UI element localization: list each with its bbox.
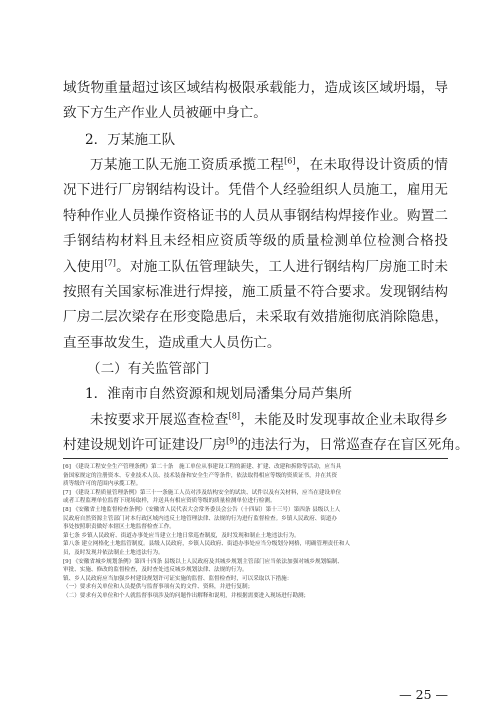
footnote-line: [8] 《安徽省土地监督检查条例》（安徽省人民代表大会常务委员会公告（十四届）第十三号）第四条 县级以上人 <box>63 507 341 513</box>
footnote-line: （二）要求有关单位和个人就监督事项涉及的问题作出解释和说明，并根据需要进入现场进行勘测； <box>63 593 310 599</box>
body-line: 厂房二层次梁存在形变隐患后，未采取有效措施彻底消除隐患， <box>63 309 448 325</box>
footnote-separator <box>63 458 448 459</box>
body-line: 直至事故发生，造成重大人员伤亡。 <box>63 335 281 351</box>
footnote-line: 民政府自然资源主管部门对本行政区域内违反土地管理法律、法规的行为进行监督检查。乡镇人民政府、街道办 <box>63 515 338 522</box>
footnote-line: [7] 《建设工程质量管理条例》第三十一条施工人员对涉及结构安全的试块、试件以及有关材料，应当在建设单位 <box>63 489 342 496</box>
footnote-line: 镇、乡人民政府应当加强乡村建设规划许可证实施的监督、监督检查时，可以采取以下措施： <box>63 575 293 582</box>
body-line: 按照有关国家标准进行焊接，施工质量不符合要求。发现钢结构 <box>63 284 448 300</box>
footnote-line: 审批、实施、修改的监督检查，及时查处违反城乡规划法律、法规的行为。 <box>63 567 248 574</box>
footnote-line: 员，及时发现并依法制止土地违法行为。 <box>63 550 164 556</box>
body-line: 致下方生产作业人员被砸中身亡。 <box>63 105 267 121</box>
body-line: 手钢结构材料且未经相应资质等级的质量检测单位检测合格投 <box>63 233 448 249</box>
body-line: （二）有关监管部门 <box>87 361 210 377</box>
footnote-line: 备国家规定的注册资本、专业技术人员、技术装备和安全生产等条件，依法取得相应等级的资质证书，并在其资 <box>63 472 338 479</box>
page-number: — 25 — <box>399 687 448 702</box>
footnote-line: 第七条 乡镇人民政府、街道办事处应当建立土地日常巡查制度，及时发现和制止土地违法行为。 <box>63 532 300 539</box>
footnote-line: 或者工程监理单位监督下现场取样，并送具有相应资质等级的质量检测单位进行检测。 <box>63 498 276 505</box>
body-line: 村建设规划许可证建设厂房[9]的违法行为，日常巡查存在盲区死角。 <box>63 436 469 453</box>
body-line: 万某施工队无施工资质承揽工程[6]，在未取得设计资质的情 <box>90 156 449 173</box>
body-line: 入使用[7]。对施工队伍管理缺失，工人进行钢结构厂房施工时未 <box>63 258 449 275</box>
body-line: 况下进行厂房钢结构设计。凭借个人经验组织人员施工，雇用无 <box>63 182 448 198</box>
body-line: 1．淮南市自然资源和规划局潘集分局芦集所 <box>85 386 352 402</box>
footnote-line: 事处按照职责做好本辖区土地监督检查工作。 <box>63 524 175 531</box>
body-line: 2．万某施工队 <box>85 132 176 148</box>
footnote-line: [9] 《安徽省城乡规划条例》第四十四条 县级以上人民政府及其城乡规划主管部门应当依法加强对城乡规划编制、 <box>63 558 343 565</box>
footnote-line: [6] 《建设工程安全生产管理条例》第二十条 施工单位从事建设工程的新建、扩建、改建和拆除等活动，应当具 <box>63 464 342 470</box>
body-line: 特种作业人员操作资格证书的人员从事钢结构焊接作业。购置二 <box>63 208 448 224</box>
body-line: 未按要求开展巡查检查[8]，未能及时发现事故企业未取得乡 <box>90 411 449 428</box>
footnote-line: （一）要求有关单位和人员提供与监督事项有关的文件、资料，并进行复制； <box>63 584 254 591</box>
body-line: 域货物重量超过该区域结构极限承载能力，造成该区域坍塌，导 <box>63 80 448 96</box>
footnote-line: 质等级许可的范围内承揽工程。 <box>63 481 142 488</box>
footnote-line: 第八条 建立网格化土地监管制度。县级人民政府，乡镇人民政府、街道办事处应当分级划分网格，明确管理责任和人 <box>63 541 351 548</box>
